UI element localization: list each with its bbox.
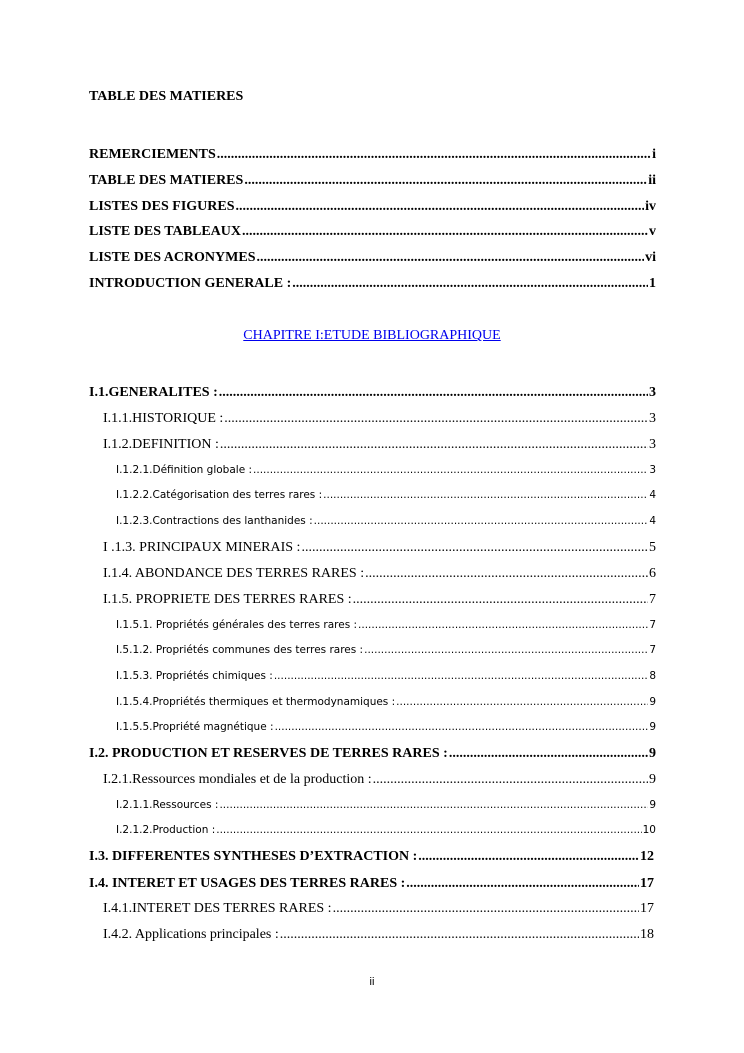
chapter-heading-link[interactable]: CHAPITRE I:ETUDE BIBLIOGRAPHIQUE bbox=[243, 328, 501, 343]
toc-leader-dots bbox=[449, 746, 648, 762]
toc-entry-label: I.5.1.2. Propriétés communes des terres rares : bbox=[116, 644, 364, 656]
toc-entry-label: I.1.5.1. Propriétés générales des terres rares : bbox=[116, 619, 358, 631]
toc-entry-page: 17 bbox=[640, 876, 654, 891]
toc-entry-page: 12 bbox=[640, 849, 654, 864]
toc-leader-dots bbox=[257, 250, 645, 266]
toc-entry-page: 7 bbox=[649, 592, 656, 607]
toc-leader-dots bbox=[242, 224, 648, 240]
toc-leader-dots bbox=[216, 824, 641, 836]
toc-entry[interactable] bbox=[116, 799, 656, 811]
toc-entry-introduction-generale[interactable] bbox=[89, 276, 656, 292]
toc-entry-label: I.4. INTERET ET USAGES DES TERRES RARES : bbox=[89, 876, 406, 891]
toc-entry-label: I.2. PRODUCTION ET RESERVES DE TERRES RARES : bbox=[89, 746, 448, 761]
toc-entry-page: 9 bbox=[649, 721, 656, 733]
toc-entry-page: 9 bbox=[649, 772, 656, 787]
toc-entry-label: I.2.1.Ressources mondiales et de la production : bbox=[103, 772, 372, 787]
toc-entry-page: iv bbox=[645, 199, 656, 214]
toc-entry[interactable] bbox=[89, 849, 654, 865]
toc-leader-dots bbox=[353, 592, 648, 608]
toc-entry-page: 5 bbox=[649, 540, 656, 555]
toc-entry-page: v bbox=[649, 224, 656, 239]
toc-entry-liste-des-tableaux[interactable] bbox=[89, 224, 656, 240]
toc-entry-label: INTRODUCTION GENERALE : bbox=[89, 276, 292, 291]
toc-leader-dots bbox=[396, 696, 648, 708]
toc-entry-label: LISTE DES ACRONYMES bbox=[89, 250, 256, 265]
toc-entry-label: REMERCIEMENTS bbox=[89, 147, 216, 162]
toc-entry-liste-des-acronymes[interactable] bbox=[89, 250, 656, 266]
toc-entry-label: I.1.5.3. Propriétés chimiques : bbox=[116, 670, 273, 682]
toc-entry-label: I.1.2.2.Catégorisation des terres rares : bbox=[116, 489, 323, 501]
toc-leader-dots bbox=[220, 437, 648, 453]
toc-entry-page: 7 bbox=[649, 644, 656, 656]
toc-entry[interactable] bbox=[89, 876, 654, 892]
toc-leader-dots bbox=[301, 540, 648, 556]
toc-entry[interactable] bbox=[103, 411, 656, 427]
toc-entry-label: I.1.5.4.Propriétés thermiques et thermodynamiques : bbox=[116, 696, 396, 708]
toc-leader-dots bbox=[292, 276, 648, 292]
footer-page-number: ii bbox=[369, 976, 375, 988]
toc-entry-label: I.1.2.DEFINITION : bbox=[103, 437, 219, 452]
toc-entry-page: 1 bbox=[649, 276, 656, 291]
toc-entry-table-des-matieres[interactable] bbox=[89, 173, 656, 189]
toc-entry-page: 9 bbox=[649, 799, 656, 811]
toc-leader-dots bbox=[365, 566, 648, 582]
page-title: TABLE DES MATIERES bbox=[89, 89, 244, 104]
toc-entry[interactable] bbox=[116, 824, 656, 836]
toc-entry-page: 3 bbox=[649, 464, 656, 476]
toc-leader-dots bbox=[275, 721, 649, 733]
toc-entry-page: 4 bbox=[649, 515, 656, 527]
toc-entry-page: 3 bbox=[649, 385, 656, 400]
toc-entry-label: TABLE DES MATIERES bbox=[89, 173, 244, 188]
toc-entry-page: 10 bbox=[642, 824, 656, 836]
toc-entry-remerciements[interactable] bbox=[89, 147, 656, 163]
toc-leader-dots bbox=[219, 385, 648, 401]
toc-entry-page: 17 bbox=[640, 901, 654, 916]
toc-entry-page: vi bbox=[645, 250, 656, 265]
toc-leader-dots bbox=[406, 876, 639, 892]
toc-entry-page: 9 bbox=[649, 696, 656, 708]
toc-leader-dots bbox=[219, 799, 648, 811]
toc-entry-page: 18 bbox=[640, 927, 654, 942]
toc-leader-dots bbox=[418, 849, 639, 865]
toc-entry-label: LISTE DES TABLEAUX bbox=[89, 224, 241, 239]
toc-leader-dots bbox=[373, 772, 648, 788]
toc-leader-dots bbox=[224, 411, 648, 427]
toc-leader-dots bbox=[333, 901, 639, 917]
toc-entry[interactable] bbox=[116, 619, 656, 631]
toc-entry[interactable] bbox=[116, 515, 656, 527]
chapter-heading-link-container bbox=[0, 328, 744, 344]
toc-entry[interactable] bbox=[116, 644, 656, 656]
toc-entry[interactable] bbox=[103, 901, 654, 917]
toc-entry[interactable] bbox=[116, 464, 656, 476]
toc-leader-dots bbox=[364, 644, 648, 656]
toc-leader-dots bbox=[280, 927, 639, 943]
toc-entry-label: I.1.2.1.Définition globale : bbox=[116, 464, 253, 476]
toc-entry[interactable] bbox=[103, 592, 656, 608]
toc-entry-label: LISTES DES FIGURES bbox=[89, 199, 235, 214]
toc-leader-dots bbox=[358, 619, 648, 631]
toc-entry-label: I.1.5. PROPRIETE DES TERRES RARES : bbox=[103, 592, 352, 607]
toc-leader-dots bbox=[314, 515, 649, 527]
toc-leader-dots bbox=[244, 173, 647, 189]
toc-leader-dots bbox=[253, 464, 648, 476]
toc-leader-dots bbox=[274, 670, 648, 682]
toc-entry[interactable] bbox=[89, 746, 656, 762]
toc-entry[interactable] bbox=[103, 927, 654, 943]
toc-entry-label: I .1.3. PRINCIPAUX MINERAIS : bbox=[103, 540, 301, 555]
toc-leader-dots bbox=[217, 147, 651, 163]
toc-entry-page: 3 bbox=[649, 411, 656, 426]
toc-entry-page: ii bbox=[648, 173, 656, 188]
toc-entry-label: I.1.GENERALITES : bbox=[89, 385, 218, 400]
toc-entry-label: I.1.5.5.Propriété magnétique : bbox=[116, 721, 274, 733]
toc-entry-listes-des-figures[interactable] bbox=[89, 199, 656, 215]
toc-entry-label: I.2.1.1.Ressources : bbox=[116, 799, 219, 811]
toc-entry[interactable] bbox=[116, 670, 656, 682]
toc-entry[interactable] bbox=[116, 489, 656, 501]
toc-entry-page: 9 bbox=[649, 746, 656, 761]
toc-entry-page: 4 bbox=[649, 489, 656, 501]
toc-leader-dots bbox=[236, 199, 645, 215]
toc-entry-page: i bbox=[652, 147, 656, 162]
toc-entry-page: 7 bbox=[649, 619, 656, 631]
toc-entry-label: I.2.1.2.Production : bbox=[116, 824, 216, 836]
toc-entry-page: 6 bbox=[649, 566, 656, 581]
toc-entry[interactable] bbox=[89, 385, 656, 401]
toc-entry[interactable] bbox=[116, 696, 656, 708]
toc-entry[interactable] bbox=[103, 540, 656, 556]
toc-entry-label: I.1.1.HISTORIQUE : bbox=[103, 411, 224, 426]
toc-entry[interactable] bbox=[103, 437, 656, 453]
toc-entry-page: 3 bbox=[649, 437, 656, 452]
toc-entry-page: 8 bbox=[649, 670, 656, 682]
toc-entry-label: I.4.1.INTERET DES TERRES RARES : bbox=[103, 901, 332, 916]
toc-entry[interactable] bbox=[103, 566, 656, 582]
toc-entry-label: I.1.2.3.Contractions des lanthanides : bbox=[116, 515, 313, 527]
toc-entry[interactable] bbox=[116, 721, 656, 733]
toc-entry-label: I.1.4. ABONDANCE DES TERRES RARES : bbox=[103, 566, 365, 581]
toc-entry-label: I.3. DIFFERENTES SYNTHESES D’EXTRACTION : bbox=[89, 849, 418, 864]
toc-leader-dots bbox=[323, 489, 648, 501]
toc-entry-label: I.4.2. Applications principales : bbox=[103, 927, 279, 942]
toc-entry[interactable] bbox=[103, 772, 656, 788]
